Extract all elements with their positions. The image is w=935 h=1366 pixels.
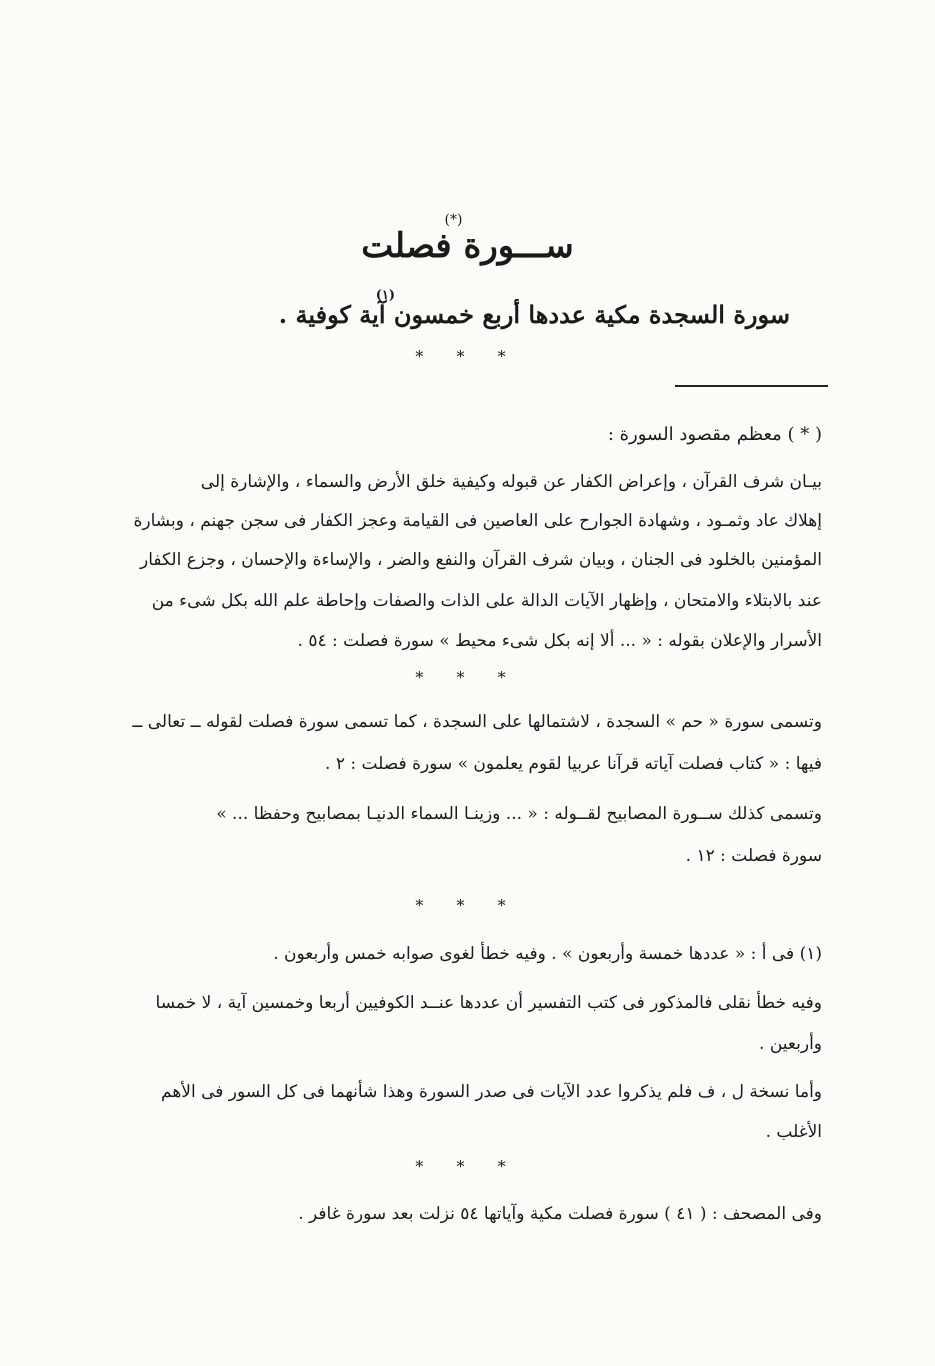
divider-rule [675,385,828,387]
footnote-line-1: (١) فى أ : « عددها خمسة وأربعون » . وفيه خطأ لغوى صوابه خمس وأربعون . [273,944,822,964]
note-heading: ( * ) معظم مقصود السورة : [607,424,822,445]
note-line-1: بيـان شرف القرآن ، وإعراض الكفار عن قبوله وكيفية خلق الأرض والسماء ، والإشارة إلى [200,472,822,492]
separator-2: * * * [415,668,520,687]
note-line-2: إهلاك عاد وثمـود ، وشهادة الجوارح على العاصين فى القيامة وعجز الكفار فى سجن جهنم ، وبشارة [133,511,822,531]
naming-line-2: فيها : « كتاب فصلت آياته قرآنا عربيا لقوم يعلمون » سورة فصلت : ٢ . [325,754,822,774]
separator-3: * * * [415,896,520,915]
subtitle-footnote-ref: (١) [375,288,395,303]
naming-line-3: وتسمى كذلك ســورة المصابيح لقــوله : « ... وزينـا السماء الدنيـا بمصابيح وحفظا ... » [216,804,822,824]
footnote-line-2: وفيه خطأ نقلى فالمذكور فى كتب التفسير أن عددها عنــد الكوفيين أربعا وخمسين آية ، لا خمسا [155,993,822,1013]
footnote-line-3: وأربعين . [759,1034,822,1054]
note-line-4: عند بالابتلاء والامتحان ، وإظهار الآيات الدالة على الذات والصفات وإحاطة علم الله بكل شىء من [151,591,822,611]
separator-1: * * * [415,347,520,366]
title-footnote-marker: (*) [444,212,463,228]
naming-line-1: وتسمى سورة « حم » السجدة ، لاشتمالها على السجدة ، كما تسمى سورة فصلت لقوله ــ تعالى ــ [132,712,822,732]
footnote-line-4: وأما نسخة ل ، ف فلم يذكروا عدد الآيات فى صدر السورة وهذا شأنهما فى كل السور فى الأهم [161,1082,822,1102]
naming-line-4: سورة فصلت : ١٢ . [685,846,822,866]
note-line-5: الأسرار والإعلان بقوله : « ... ألا إنه بكل شىء محيط » سورة فصلت : ٥٤ . [297,631,822,651]
page-subtitle [278,288,790,329]
mushaf-line: وفى المصحف : ( ٤١ ) سورة فصلت مكية وآياتها ٥٤ نزلت بعد سورة غافر . [298,1204,822,1224]
separator-4: * * * [415,1157,520,1176]
note-line-3: المؤمنين بالخلود فى الجنان ، وبيان شرف القرآن والنفع والضر ، والإساءة والإحسان ، وجزع الكفار [140,550,822,570]
subtitle-text: سورة السجدة مكية عددها أربع خمسون آية كوفية . [278,300,790,329]
footnote-line-5: الأغلب . [765,1122,822,1142]
page-title: ســـورة فصلت [361,226,574,266]
